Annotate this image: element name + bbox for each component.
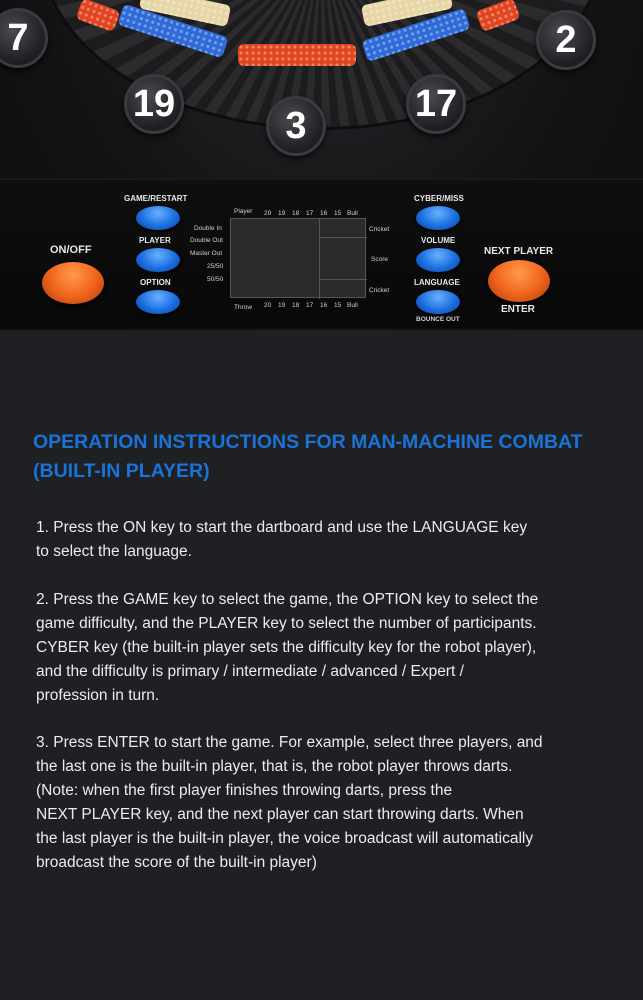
lcd-divider	[319, 219, 320, 299]
number-ring-label: 2	[536, 10, 596, 70]
step-3-paragraph	[36, 731, 626, 875]
lcd-option: 25/50	[207, 263, 224, 270]
lcd-col: 15	[334, 210, 342, 217]
number-ring-label: 3	[266, 96, 326, 156]
lcd-col: 19	[278, 210, 286, 217]
volume-label: VOLUME	[421, 236, 456, 245]
text-line: the last player is the built-in player, the voice broadcast will automatically	[36, 830, 534, 847]
enter-label: ENTER	[501, 304, 535, 315]
number-ring-label: 17	[406, 74, 466, 134]
lcd-option: 50/50	[207, 276, 224, 283]
lcd-score: Score	[371, 256, 388, 263]
next-player-label: NEXT PLAYER	[484, 246, 554, 257]
text-line: and the difficulty is primary / intermediate / advanced / Expert /	[36, 663, 464, 680]
lcd-player-label: Player	[234, 208, 253, 215]
lcd-throw-label: Throw	[234, 304, 253, 311]
option-label: OPTION	[140, 278, 171, 287]
step-2-paragraph	[36, 588, 626, 708]
segment-red	[238, 44, 356, 66]
lcd-col: Bull	[347, 210, 358, 217]
lcd-col: 19	[278, 302, 286, 309]
lcd-col: 16	[320, 302, 328, 309]
lcd-option: Double In	[194, 225, 222, 232]
language-label: LANGUAGE	[414, 278, 460, 287]
lcd-col: 17	[306, 210, 314, 217]
step-1-paragraph	[36, 516, 626, 564]
text-line: 3. Press ENTER to start the game. For example, select three players, and	[36, 734, 543, 751]
game-restart-button[interactable]	[136, 206, 180, 230]
text-line: broadcast the score of the built-in player)	[36, 854, 317, 871]
lcd-col: 20	[264, 302, 272, 309]
text-line: the last one is the built-in player, that is, the robot player throws darts.	[36, 758, 513, 775]
heading-line: OPERATION INSTRUCTIONS FOR MAN-MACHINE COMBAT	[33, 431, 583, 453]
text-line: (Note: when the first player finishes throwing darts, press the	[36, 782, 453, 799]
number-ring-label: 19	[124, 74, 184, 134]
language-button[interactable]	[416, 290, 460, 314]
text-line: game difficulty, and the PLAYER key to select the number of participants.	[36, 615, 537, 632]
text-line: CYBER key (the built-in player sets the difficulty key for the robot player),	[36, 639, 537, 656]
text-line: 2. Press the GAME key to select the game, the OPTION key to select the	[36, 591, 539, 608]
lcd-cricket-bottom: Cricket	[369, 287, 390, 294]
lcd-display	[230, 218, 366, 298]
lcd-col: 18	[292, 210, 300, 217]
text-line: to select the language.	[36, 543, 192, 560]
player-button[interactable]	[136, 248, 180, 272]
lcd-col: 17	[306, 302, 314, 309]
text-line: NEXT PLAYER key, and the next player can start throwing darts. When	[36, 806, 524, 823]
game-restart-label: GAME/RESTART	[124, 194, 188, 203]
lcd-col: 20	[264, 210, 272, 217]
number-ring-label: 7	[0, 8, 48, 68]
player-label: PLAYER	[139, 236, 171, 245]
lcd-option: Double Out	[190, 237, 223, 244]
text-line: profession in turn.	[36, 687, 160, 704]
volume-button[interactable]	[416, 248, 460, 272]
text-line: 1. Press the ON key to start the dartboard and use the LANGUAGE key	[36, 519, 528, 536]
next-player-enter-button[interactable]	[488, 260, 550, 302]
on-off-button[interactable]	[42, 262, 104, 304]
heading-line: (BUILT-IN PLAYER)	[33, 460, 210, 482]
cyber-miss-label: CYBER/MISS	[414, 194, 464, 203]
lcd-divider	[319, 279, 367, 280]
lcd-col: 15	[334, 302, 342, 309]
cyber-miss-button[interactable]	[416, 206, 460, 230]
lcd-col: 18	[292, 302, 300, 309]
dartboard-image	[0, 0, 643, 330]
option-button[interactable]	[136, 290, 180, 314]
bounce-out-label: BOUNCE OUT	[416, 316, 460, 323]
lcd-col: 16	[320, 210, 328, 217]
on-off-label: ON/OFF	[50, 244, 92, 256]
lcd-divider	[319, 237, 367, 238]
lcd-col: Bull	[347, 302, 358, 309]
instructions-heading	[33, 428, 633, 486]
control-panel	[0, 178, 643, 328]
lcd-option: Master Out	[190, 250, 223, 257]
lcd-cricket-top: Cricket	[369, 226, 390, 233]
